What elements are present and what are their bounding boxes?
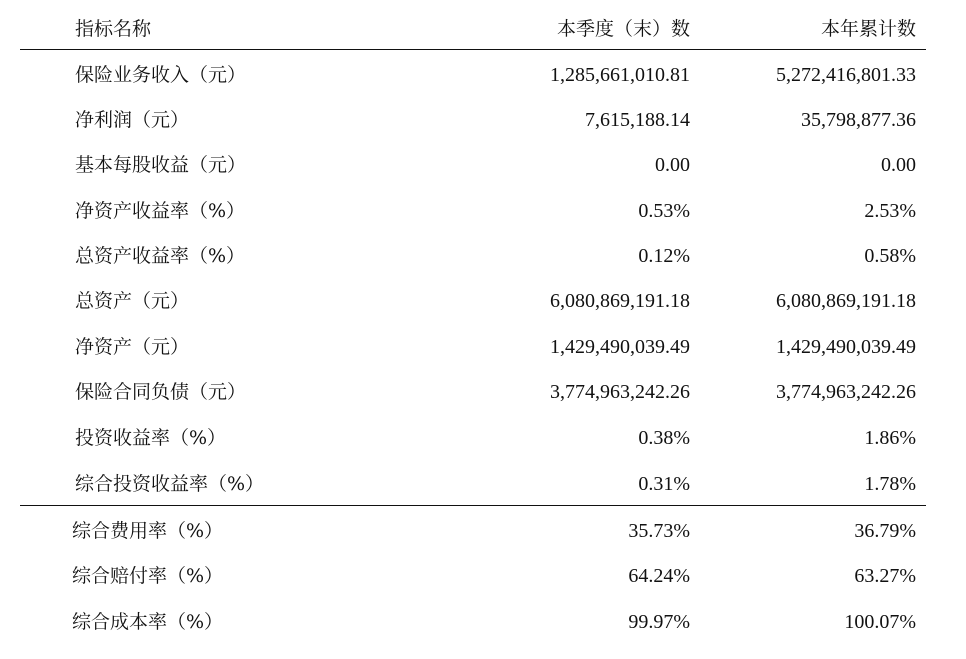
header-year-to-date: 本年累计数	[820, 18, 916, 40]
row-ytd-value: 36.79%	[854, 520, 916, 542]
row-label: 净资产（元）	[75, 336, 190, 358]
row-ytd-value: 1,429,490,039.49	[776, 336, 916, 358]
row-quarter-value: 0.38%	[638, 427, 690, 449]
row-ytd-value: 100.07%	[844, 611, 916, 633]
row-label: 投资收益率（%）	[75, 427, 227, 449]
table-row	[0, 234, 966, 279]
row-quarter-value: 7,615,188.14	[585, 109, 690, 131]
row-label: 保险合同负债（元）	[75, 381, 247, 403]
row-ytd-value: 1.86%	[864, 427, 916, 449]
row-label: 综合赔付率（%）	[72, 565, 224, 587]
row-ytd-value: 0.00	[881, 154, 916, 176]
table-row	[0, 53, 966, 98]
row-quarter-value: 3,774,963,242.26	[550, 381, 690, 403]
row-label: 净资产收益率（%）	[75, 200, 246, 222]
row-quarter-value: 1,285,661,010.81	[550, 64, 690, 86]
table-row	[0, 279, 966, 324]
row-label: 保险业务收入（元）	[75, 64, 247, 86]
row-quarter-value: 35.73%	[628, 520, 690, 542]
table-row	[0, 554, 966, 599]
row-quarter-value: 6,080,869,191.18	[550, 290, 690, 312]
table-row	[0, 370, 966, 415]
row-label: 基本每股收益（元）	[75, 154, 247, 176]
row-label: 综合费用率（%）	[72, 520, 224, 542]
table-row	[0, 416, 966, 461]
header-divider	[20, 49, 926, 50]
table-header-row	[0, 7, 966, 52]
table-row	[0, 98, 966, 143]
row-ytd-value: 1.78%	[864, 473, 916, 495]
row-quarter-value: 1,429,490,039.49	[550, 336, 690, 358]
row-label: 总资产（元）	[75, 290, 190, 312]
row-ytd-value: 35,798,877.36	[801, 109, 916, 131]
table-row	[0, 462, 966, 507]
row-ytd-value: 5,272,416,801.33	[776, 64, 916, 86]
row-quarter-value: 64.24%	[628, 565, 690, 587]
row-ytd-value: 63.27%	[854, 565, 916, 587]
row-quarter-value: 99.97%	[628, 611, 690, 633]
row-ytd-value: 2.53%	[864, 200, 916, 222]
row-ytd-value: 6,080,869,191.18	[776, 290, 916, 312]
table-row	[0, 509, 966, 554]
table-row	[0, 143, 966, 188]
row-ytd-value: 0.58%	[864, 245, 916, 267]
table-row	[0, 600, 966, 645]
row-label: 总资产收益率（%）	[75, 245, 246, 267]
table-row	[0, 189, 966, 234]
row-quarter-value: 0.31%	[638, 473, 690, 495]
section-divider	[20, 505, 926, 506]
row-label: 综合投资收益率（%）	[75, 473, 265, 495]
row-label: 综合成本率（%）	[72, 611, 224, 633]
row-ytd-value: 3,774,963,242.26	[776, 381, 916, 403]
row-quarter-value: 0.53%	[638, 200, 690, 222]
header-quarter: 本季度（末）数	[556, 18, 690, 40]
row-label: 净利润（元）	[75, 109, 190, 131]
row-quarter-value: 0.00	[655, 154, 690, 176]
row-quarter-value: 0.12%	[638, 245, 690, 267]
table-row	[0, 325, 966, 370]
header-indicator-name: 指标名称	[75, 18, 152, 40]
